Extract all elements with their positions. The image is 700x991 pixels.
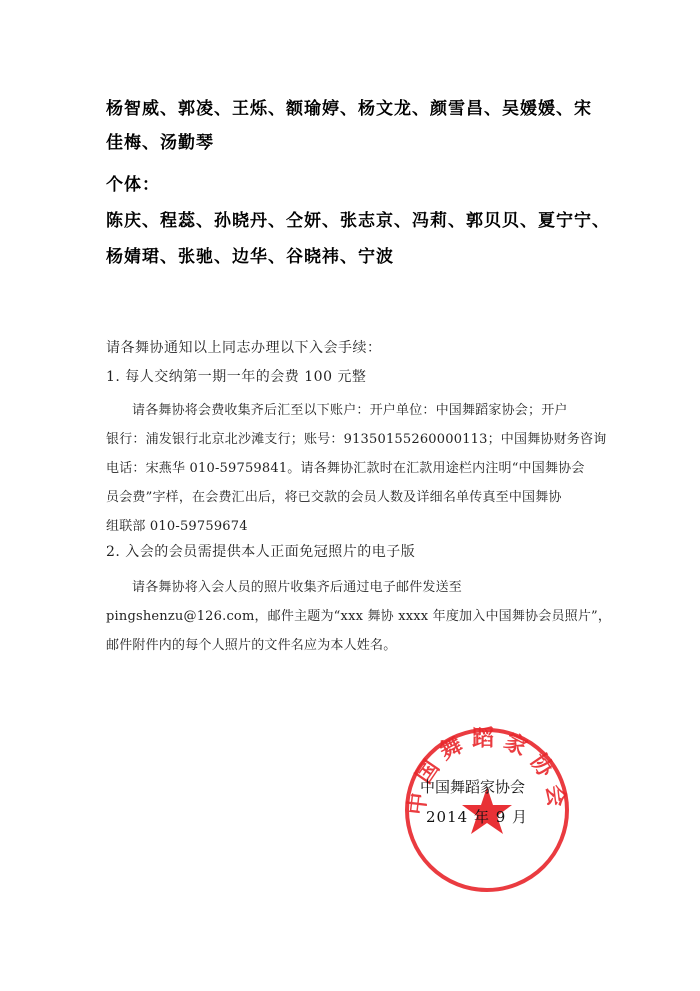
signature-date: 2014 年 9 月: [426, 808, 529, 826]
individual-names-line-2: 杨婧珺、张驰、边华、谷晓祎、宁波: [106, 247, 394, 267]
member-names-line-2: 佳梅、汤勤琴: [106, 133, 214, 153]
individual-heading: 个体：: [106, 175, 160, 195]
notice-item-1-line: 员会费”字样，在会费汇出后，将已交款的会员人数及详细名单传真至中国舞协: [106, 490, 562, 505]
member-names-line-1: 杨智威、郭凌、王烁、额瑜婷、杨文龙、颜雪昌、吴媛媛、宋: [106, 99, 592, 119]
notice-item-1-line: 组联部 010-59759674: [106, 519, 248, 534]
signature-organization: 中国舞蹈家协会: [420, 778, 526, 796]
notice-item-2-line: pingshenzu@126.com，邮件主题为“xxx 舞协 xxxx 年度加入中国舞协会员照片”，: [106, 609, 612, 624]
individual-names-line-1: 陈庆、程蕊、孙晓丹、仝妍、张志京、冯莉、郭贝贝、夏宁宁、: [106, 211, 610, 231]
notice-item-1-line: 电话：宋燕华 010-59759841。请各舞协汇款时在汇款用途栏内注明“中国舞协会: [106, 461, 585, 476]
notice-item-1-line: 银行：浦发银行北京北沙滩支行；账号：91350155260000113；中国舞协财务咨询: [106, 432, 607, 447]
notice-item-1-line: 请各舞协将会费收集齐后汇至以下账户：开户单位：中国舞蹈家协会；开户: [132, 403, 568, 418]
notice-item-2-line: 邮件附件内的每个人照片的文件名应为本人姓名。: [106, 638, 397, 653]
notice-item-2-line: 请各舞协将入会人员的照片收集齐后通过电子邮件发送至: [132, 580, 463, 595]
seal-text: 中国舞蹈家协会: [404, 726, 570, 817]
notice-item-2-title: 2. 入会的会员需提供本人正面免冠照片的电子版: [106, 544, 416, 560]
notice-item-1-title: 1. 每人交纳第一期一年的会费 100 元整: [106, 369, 367, 385]
notice-intro: 请各舞协通知以上同志办理以下入会手续：: [106, 340, 382, 356]
